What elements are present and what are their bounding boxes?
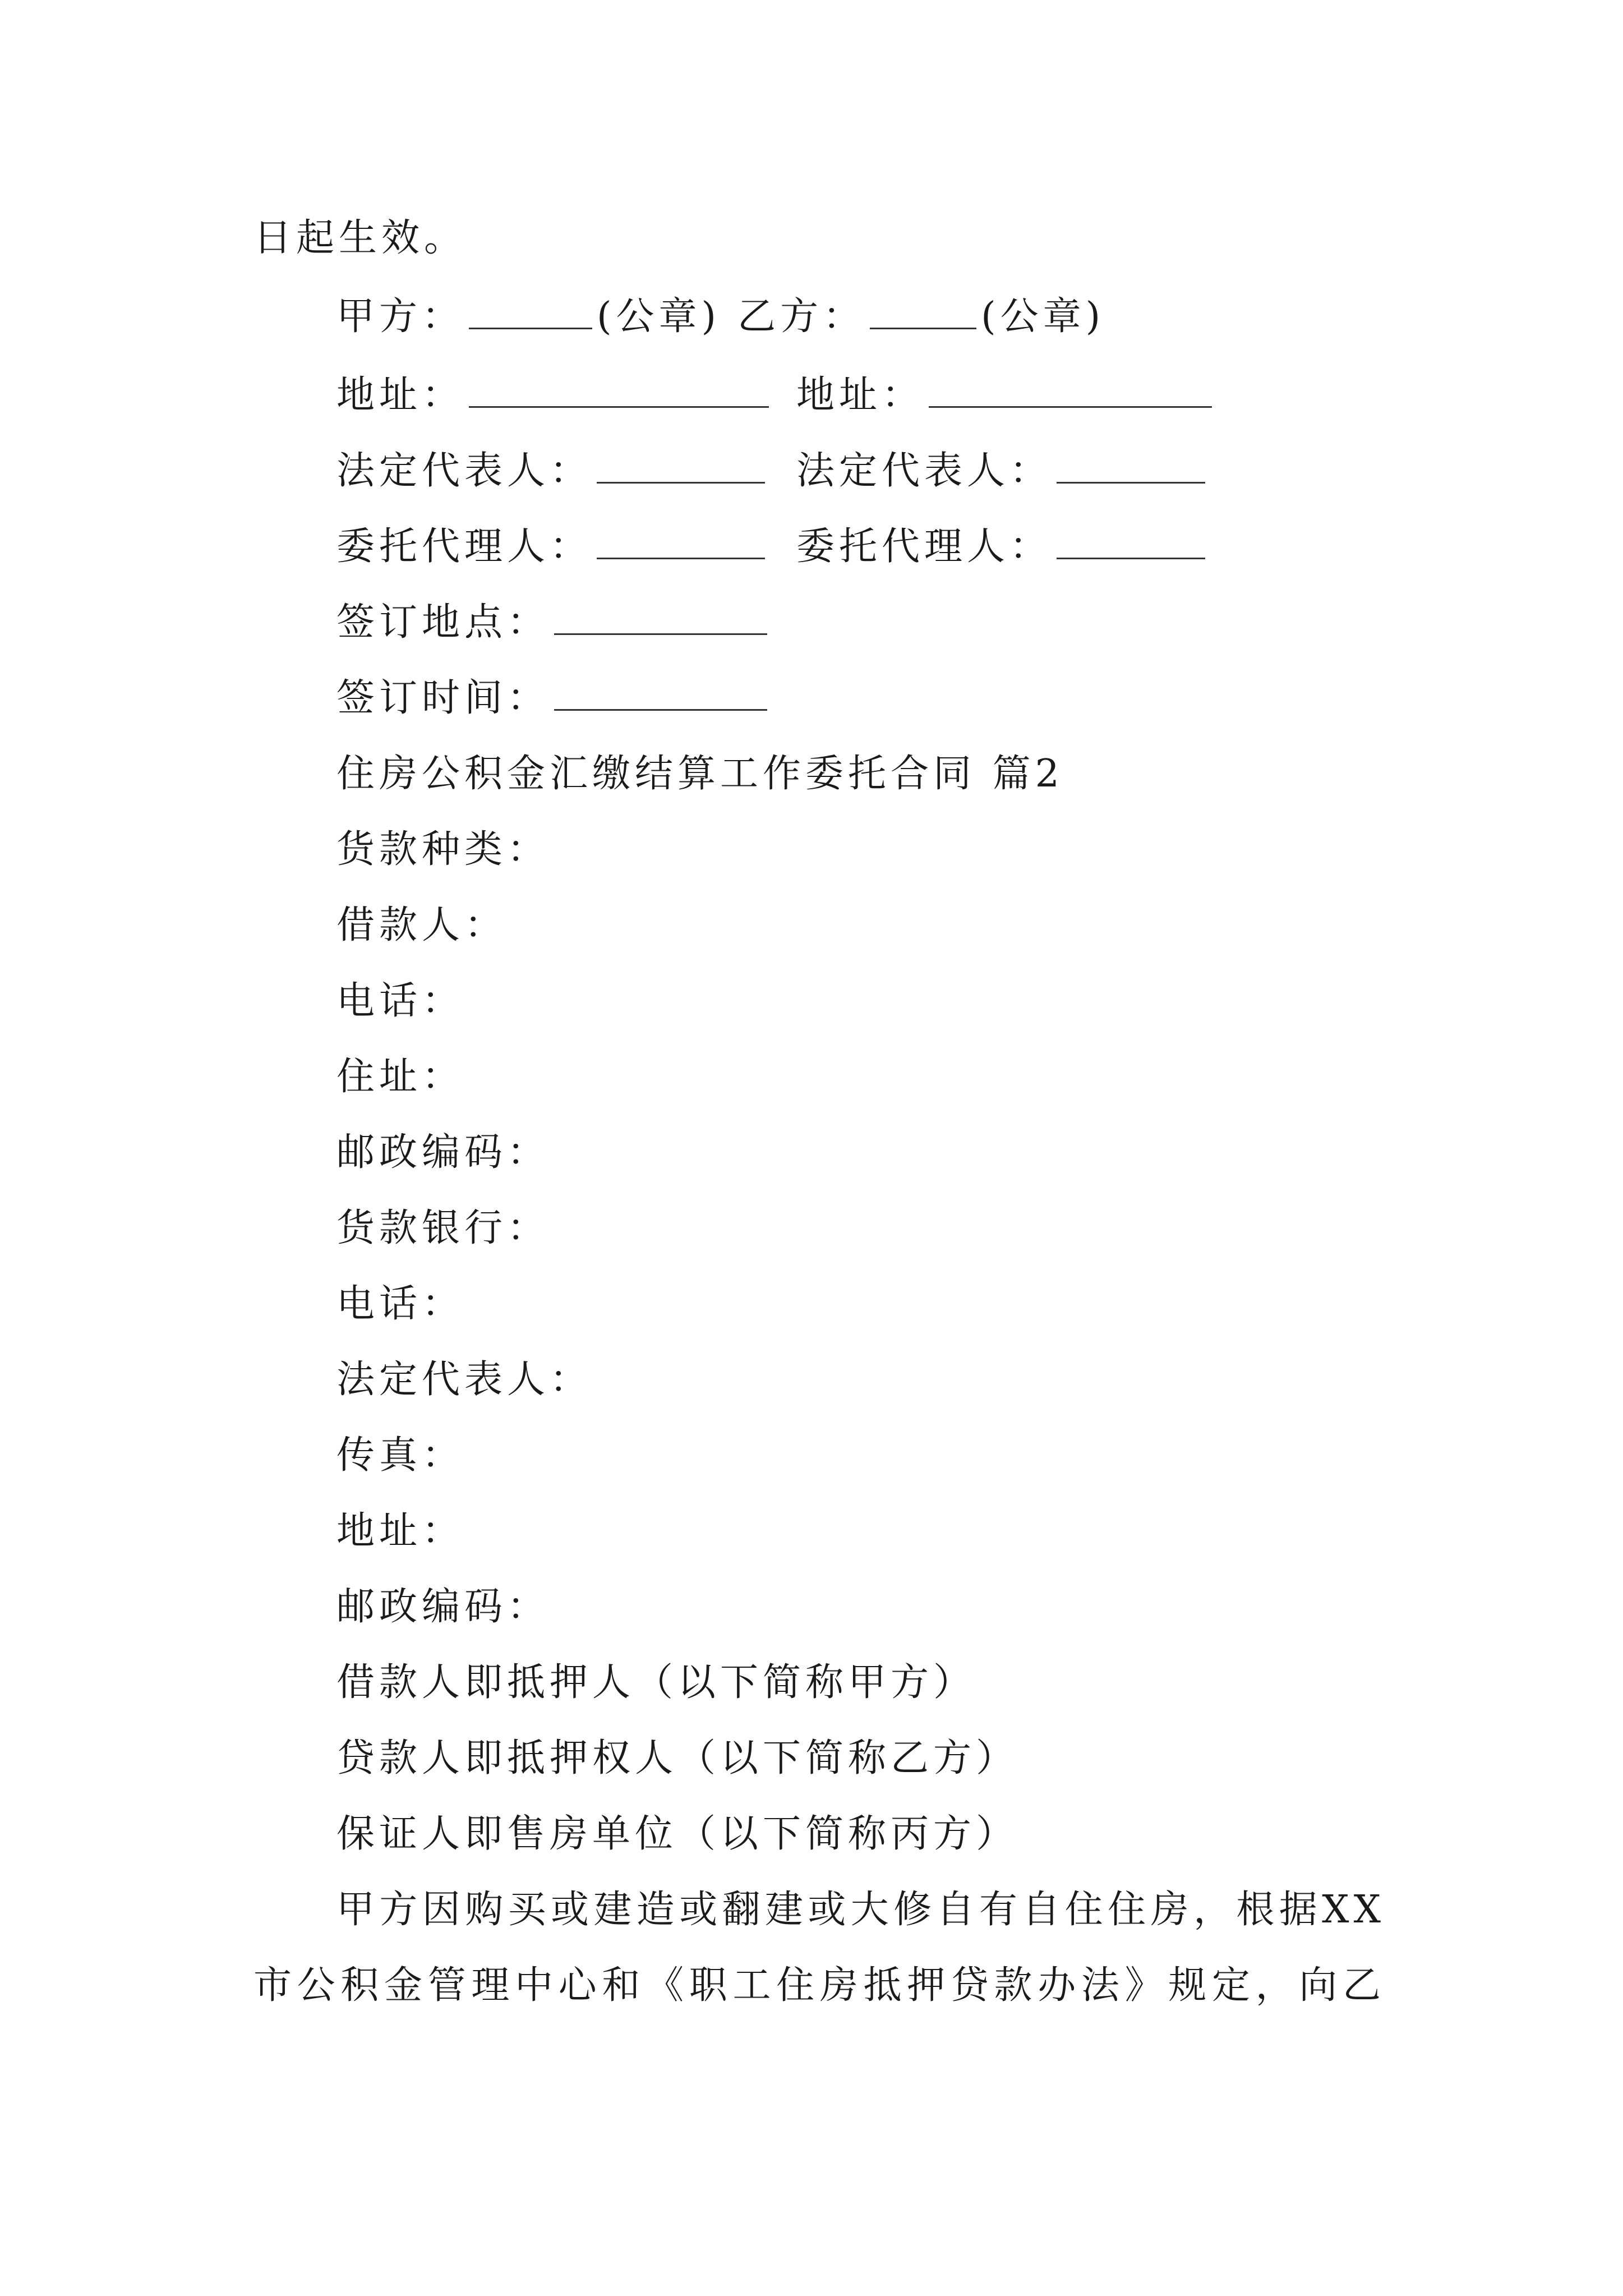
paragraph-line-2: 市公积金管理中心和《职工住房抵押贷款办法》规定，向乙 [253, 1963, 1385, 2008]
address-row [336, 370, 773, 421]
time-label: 签订时间： [336, 676, 550, 720]
party-a-seal: (公章) [597, 295, 721, 339]
party-definition-a: 借款人即抵押人（以下简称甲方） [336, 1660, 976, 1705]
place-blank [554, 599, 767, 635]
party-a-label: 甲方： [336, 295, 465, 339]
field-loan-type: 货款种类： [336, 827, 550, 872]
field-bank-address: 地址： [336, 1509, 465, 1553]
field-lending-bank: 货款银行： [336, 1206, 550, 1250]
field-residence: 住址： [336, 1055, 465, 1099]
place-label: 签订地点： [336, 600, 550, 645]
agent-b-label: 委托代理人： [796, 524, 1053, 569]
legal-rep-b [796, 446, 1210, 496]
agent-b [796, 522, 1210, 572]
legal-rep-b-label: 法定代表人： [796, 449, 1053, 493]
time-blank [554, 674, 767, 711]
address-a-blank [469, 371, 769, 408]
field-borrower: 借款人： [336, 903, 508, 947]
address-b [796, 370, 1216, 421]
field-borrower-phone: 电话： [336, 979, 465, 1023]
agent-a-blank [597, 523, 765, 559]
party-b-label: 乙方： [737, 295, 866, 339]
continuation-text: 日起生效。 [253, 216, 467, 260]
legal-rep-row [336, 446, 769, 496]
paragraph-line-1: 甲方因购买或建造或翻建或大修自有自住住房，根据XX [336, 1888, 1385, 1932]
field-fax: 传真： [336, 1433, 465, 1478]
legal-rep-a-label: 法定代表人： [336, 449, 593, 493]
field-legal-rep: 法定代表人： [336, 1358, 593, 1402]
field-bank-phone: 电话： [336, 1282, 465, 1326]
party-definition-b: 贷款人即抵押权人（以下简称乙方） [336, 1736, 1019, 1780]
agent-b-blank [1057, 523, 1205, 559]
address-b-blank [929, 371, 1212, 408]
section-heading: 住房公积金汇缴结算工作委托合同 篇2 [336, 752, 1064, 796]
party-definition-c: 保证人即售房单位（以下简称丙方） [336, 1812, 1019, 1856]
time-row [336, 673, 772, 724]
party-row [336, 292, 1105, 342]
party-b-seal: (公章) [981, 295, 1105, 339]
party-b-blank [870, 293, 976, 329]
field-borrower-postcode: 邮政编码： [336, 1130, 550, 1175]
legal-rep-a-blank [597, 447, 765, 484]
address-b-label: 地址： [796, 373, 925, 417]
agent-row [336, 522, 769, 572]
agent-a-label: 委托代理人： [336, 524, 593, 569]
field-bank-postcode: 邮政编码： [336, 1585, 550, 1629]
address-a-label: 地址： [336, 373, 465, 417]
legal-rep-b-blank [1057, 447, 1205, 484]
place-row [336, 597, 772, 648]
party-a-blank [469, 293, 592, 329]
